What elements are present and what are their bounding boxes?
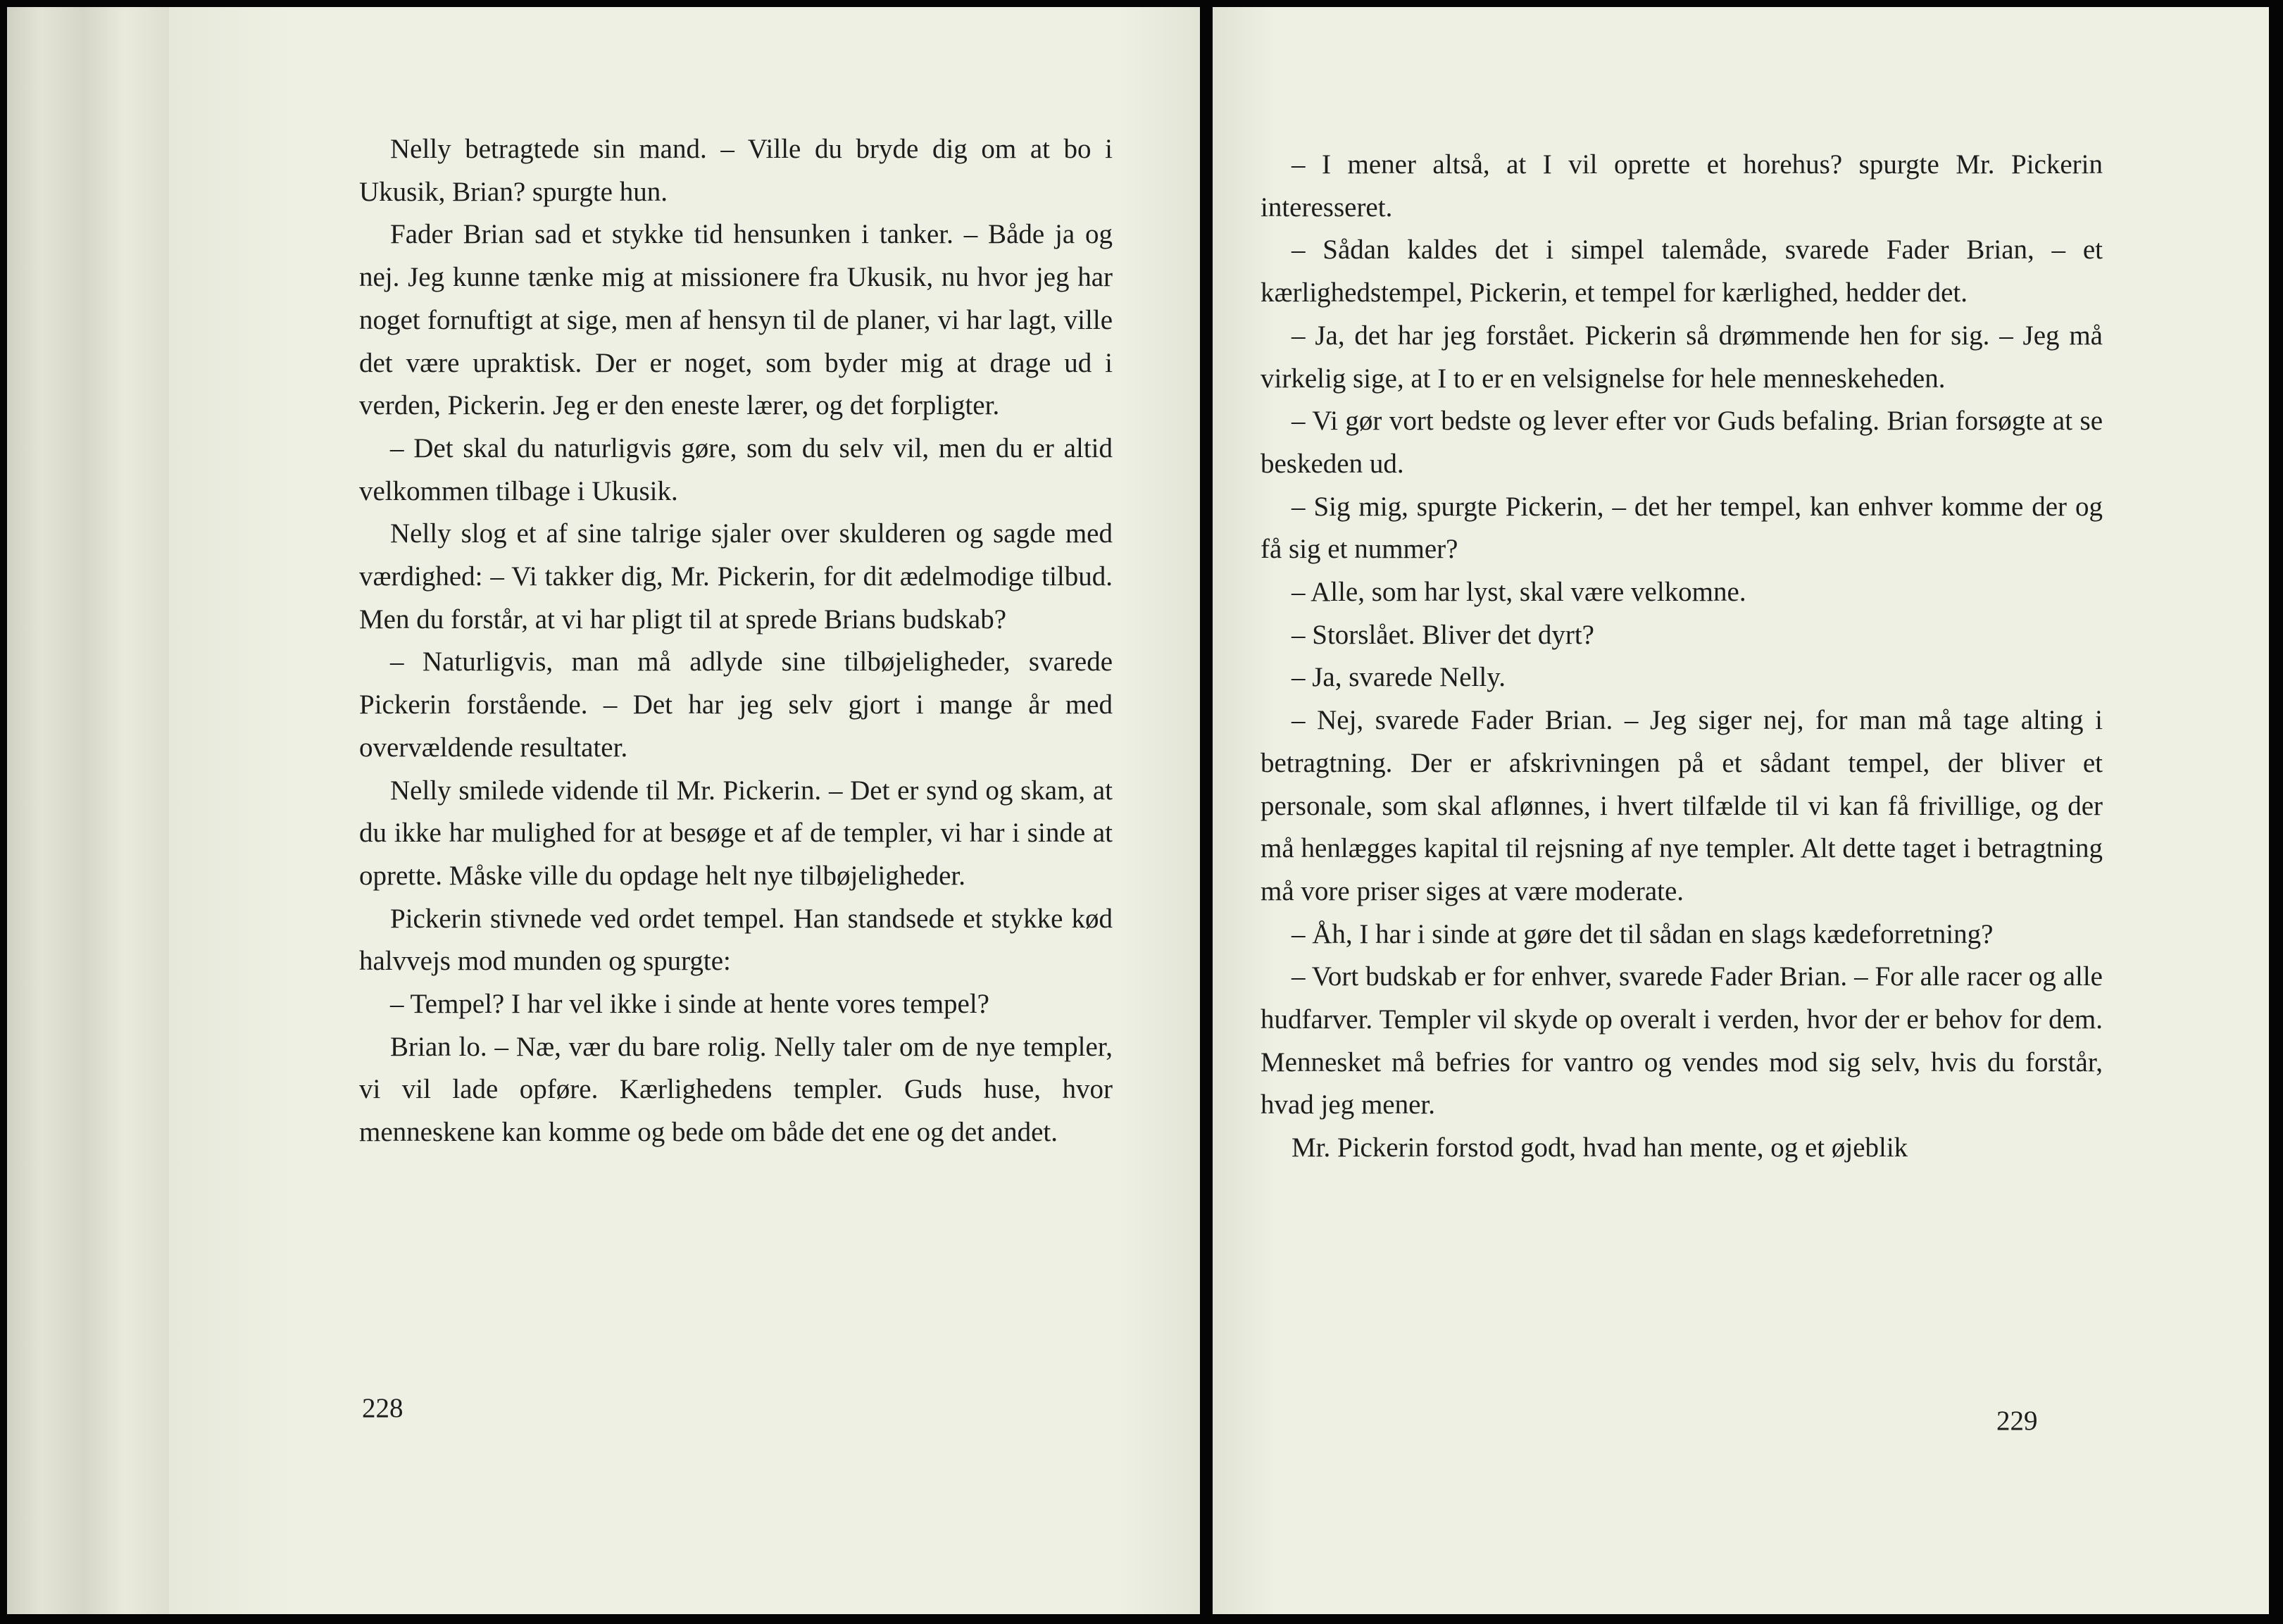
paragraph: – Tempel? I har vel ikke i sinde at hente vores tempel? [390,989,989,1020]
paragraph: Nelly betragtede sin mand. – Ville du bryde dig om at bo i Ukusik, Brian? spurgte hun. [359,134,1113,207]
paragraph: – I mener altså, at I vil oprette et horehus? spurgte Mr. Pickerin interesseret. [1261,149,2103,223]
paragraph: – Ja, det har jeg forstået. Pickerin så drømmende hen for sig. – Jeg må virkelig sige, at I to er en velsignelse for hele menneskeheden. [1261,320,2103,394]
paragraph: – Ja, svarede Nelly. [1291,662,1506,693]
paragraph: – Naturligvis, man må adlyde sine tilbøjeligheder, svarede Pickerin forstående. – Det har jeg selv gjort i mange år med overvældende resultater. [359,647,1113,763]
paragraph: – Det skal du naturligvis gøre, som du selv vil, men du er altid velkommen tilbage i Ukusik. [359,432,1113,506]
paragraph: Fader Brian sad et stykke tid hensunken i tanker. – Både ja og nej. Jeg kunne tænke mig at missionere fra Ukusik, nu hvor jeg har noget fornuftigt at sige, men af hensyn til de planer, vi har lagt, ville det være upraktisk. Der er noget, som byder mig at drage ud i verden, Pickerin. Jeg er den eneste lærer, og det forpligter. [359,219,1113,421]
paragraph: Nelly slog et af sine talrige sjaler over skulderen og sagde med værdighed: – Vi takker dig, Mr. Pickerin, for dit ædelmodige tilbud. Men du forstår, at vi har pligt til at sprede Brians budskab? [359,518,1113,635]
right-page-text [1261,144,2103,1170]
paragraph: – Åh, I har i sinde at gøre det til sådan en slags kædeforretning? [1291,918,1994,949]
book-page-edges [7,7,176,1614]
paragraph: Nelly smilede vidende til Mr. Pickerin. – Det er synd og skam, at du ikke har mulighed for at besøge et af de templer, vi har i sinde at oprette. Måske ville du opdage helt nye tilbøjeligheder. [359,775,1113,891]
paragraph: – Sådan kaldes det i simpel talemåde, svarede Fader Brian, – et kærlighedstempel, Pickerin, et tempel for kærlighed, hedder det. [1261,235,2103,308]
page-number: 229 [1996,1406,2038,1436]
paragraph: – Storslået. Bliver det dyrt? [1291,619,1594,650]
paragraph: – Vort budskab er for enhver, svarede Fader Brian. – For alle racer og alle hudfarver. Templer vil skyde op overalt i verden, hvor der er behov for dem. Mennesket må befries for vantro og vendes mod sig selv, hvis du forstår, hvad jeg mener. [1261,961,2103,1120]
page-number: 228 [362,1393,404,1423]
paragraph: – Alle, som har lyst, skal være velkomne. [1291,577,1746,608]
left-page [169,7,1200,1614]
paragraph: – Sig mig, spurgte Pickerin, – det her tempel, kan enhver komme der og få sig et nummer? [1261,491,2103,565]
paragraph: Brian lo. – Næ, vær du bare rolig. Nelly taler om de nye templer, vi vil lade opføre. Kærlighedens templer. Guds huse, hvor menneskene kan komme og bede om både det ene og det andet. [359,1031,1113,1148]
paragraph: – Vi gør vort bedste og lever efter vor Guds befaling. Brian forsøgte at se beskeden ud. [1261,406,2103,479]
paragraph: Mr. Pickerin forstod godt, hvad han mente, og et øjeblik [1291,1132,1908,1163]
left-page-text [359,128,1113,1154]
right-page [1213,7,2269,1614]
paragraph: Pickerin stivnede ved ordet tempel. Han standsede et stykke kød halvvejs mod munden og spurgte: [359,903,1113,977]
paragraph: – Nej, svarede Fader Brian. – Jeg siger nej, for man må tage alting i betragtning. Der er afskrivningen på et sådant tempel, der bliver et personale, som skal aflønnes, i hvert tilfælde til vi kan få frivillige, og der må henlægges kapital til rejsning af nye templer. Alt dette taget i betragtning må vore priser siges at være moderate. [1261,705,2103,906]
